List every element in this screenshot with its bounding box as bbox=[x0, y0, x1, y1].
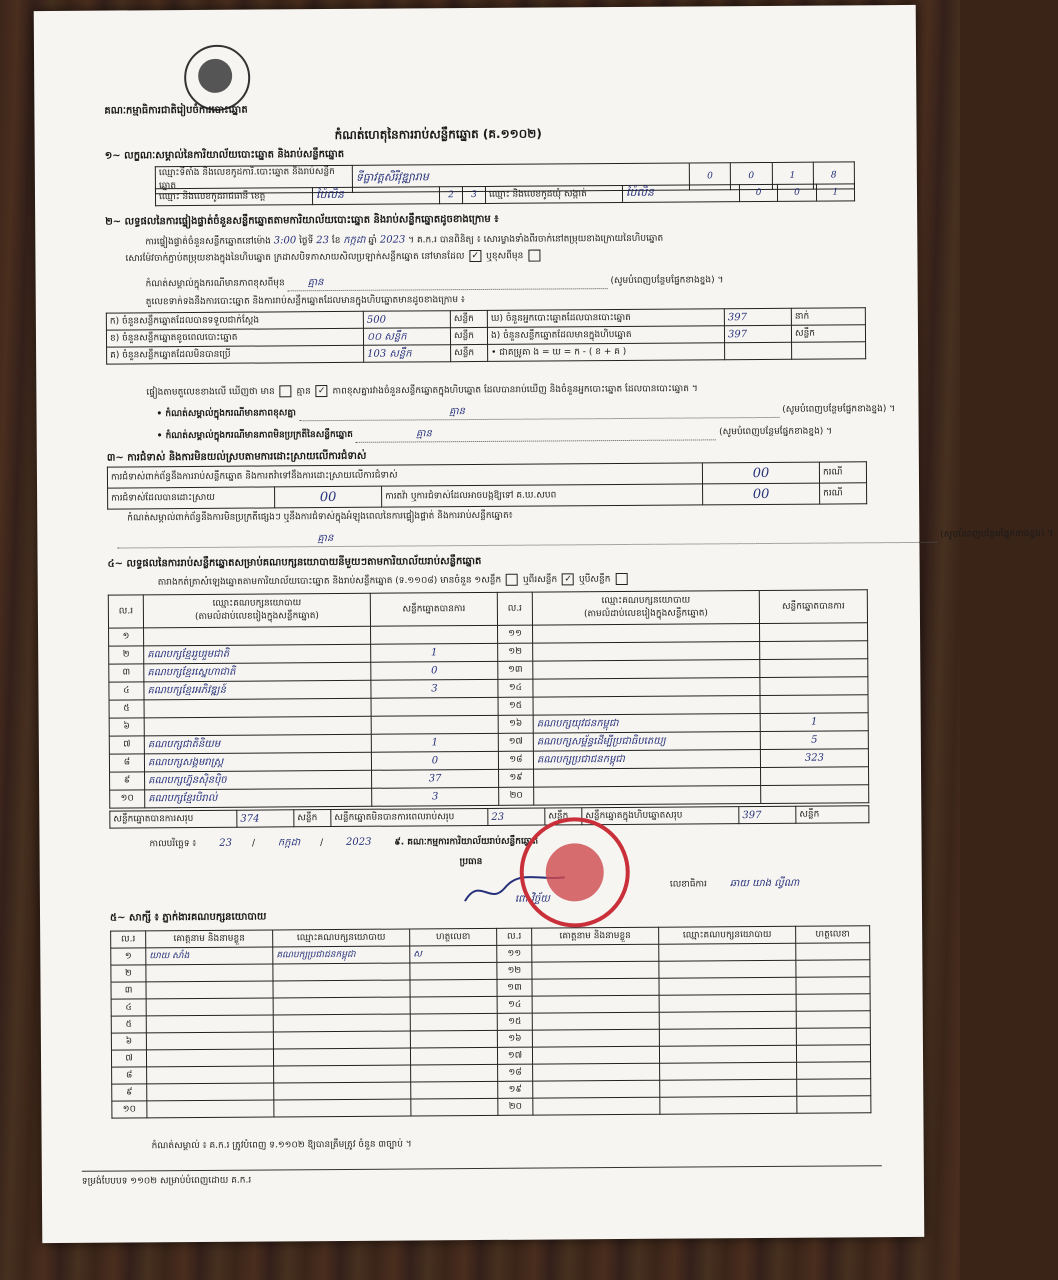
resolved-value: 00 bbox=[275, 486, 382, 508]
witness-name bbox=[147, 1066, 274, 1084]
witness-name bbox=[532, 1012, 659, 1030]
col-votes: សន្លឹកឆ្នោតបានការ bbox=[370, 592, 497, 626]
code-digit: 0 bbox=[731, 162, 772, 189]
witness-name bbox=[532, 995, 659, 1013]
date-month: កក្កដា bbox=[277, 837, 301, 849]
commune-code-digit: 0 bbox=[778, 184, 816, 201]
bullet2-label: • កំណត់សម្គាល់ក្នុងករណីមានភាពមិនប្រក្រតីនៃសន្លឹកឆ្នោត bbox=[156, 429, 353, 442]
count-value: 103 សន្លឹក bbox=[364, 345, 451, 363]
witness-sign bbox=[796, 943, 870, 961]
total1-label: សន្លឹកឆ្នោតបានការសរុប bbox=[110, 810, 237, 828]
committee-label: ៩. គណៈកម្មការការិយាល័យរាប់សន្លឹកឆ្នោត bbox=[394, 836, 539, 848]
bullet2-hint: (សូមបំពេញបន្ថែមផ្នែកខាងខ្នង) ។ bbox=[719, 426, 833, 438]
code-digit: 1 bbox=[772, 162, 813, 189]
total1-value: 374 bbox=[237, 810, 294, 827]
row-no: ១៤ bbox=[497, 996, 532, 1013]
province-value: ប៉ៃលិន bbox=[312, 187, 439, 205]
row-no: ១៥ bbox=[497, 1013, 532, 1030]
row-no: ២០ bbox=[499, 787, 534, 805]
party-name: គណបក្សសម្ព័ន្ធដើម្បីប្រជាធិបតេយ្យ bbox=[533, 732, 760, 752]
footer-bottom: ទម្រង់បែបបទ ១១០២ សម្រាប់បំពេញដោយ គ.ក.រ bbox=[82, 1165, 882, 1189]
witness-name bbox=[532, 961, 659, 979]
verify-text-b: ថ្ងៃទី bbox=[299, 236, 314, 247]
party-votes bbox=[760, 623, 868, 642]
count-unit: សន្លឹក bbox=[451, 344, 488, 361]
verify-line bbox=[145, 229, 885, 249]
witness-table bbox=[110, 925, 871, 1118]
no-diff-checkbox[interactable]: ✓ bbox=[316, 385, 328, 397]
row-no: ៥ bbox=[111, 1016, 146, 1033]
count-label: ក) ចំនួនសន្លឹកឆ្នោតដែលបានទទួលជាក់ស្តែង bbox=[106, 311, 363, 330]
row-no: ២ bbox=[111, 965, 146, 982]
row-no: ១៦ bbox=[497, 1030, 532, 1047]
row-no: ៩ bbox=[110, 772, 145, 790]
verify-text-e: ។ គ.ក.រ បានពិនិត្យ ៖ សោរម្ខាងទាំងពីរចាក់នៅតម្រុយខាងក្រោយនៃហិបឆ្នោត bbox=[408, 233, 664, 246]
code-digit: 0 bbox=[689, 163, 730, 190]
section1-table-2 bbox=[155, 183, 855, 206]
secretary-label: លេខាធិការ bbox=[669, 879, 707, 890]
witness-sign bbox=[411, 1081, 498, 1099]
seal-text: សោរម៉ែវចាក់ភ្ជាប់តម្រុយខាងក្នុងនៃហិបឆ្នោត ក្រដាសបិទភាសាយសិលប្រឡាក់សន្លឹកឆ្នោត នៅមានដែល bbox=[125, 251, 465, 264]
party-name: គណបក្សខ្មែរអភិវឌ្ឍន៍ bbox=[144, 680, 371, 700]
witness-sign bbox=[410, 979, 497, 997]
witness-party bbox=[273, 1031, 410, 1049]
col-votes: សន្លឹកឆ្នោតបានការ bbox=[759, 590, 867, 624]
party-votes bbox=[371, 625, 498, 644]
row-no: ៧ bbox=[111, 1050, 146, 1067]
witness-sign bbox=[410, 1030, 497, 1048]
section3-heading: ៣~ ការជំទាស់ និងការមិនយល់ស្របតាមការដោះស្រាយលើការជំទាស់ bbox=[106, 450, 367, 464]
witness-sign bbox=[796, 1045, 870, 1063]
witness-sign bbox=[410, 962, 497, 980]
place-value: ទីធ្លាវត្តសិរីវុឌ្ឍារាម bbox=[352, 163, 689, 192]
witness-party bbox=[659, 994, 796, 1012]
witness-party bbox=[659, 977, 796, 995]
date-label: កាលបរិច្ឆេទ ៖ bbox=[149, 838, 197, 850]
witness-name bbox=[147, 1100, 274, 1118]
party-name bbox=[533, 660, 760, 680]
col-party: ឈ្មោះគណបក្សនយោបាយ bbox=[659, 926, 796, 944]
party-name: គណបក្សជាតិនិយម bbox=[144, 734, 371, 754]
witness-party bbox=[273, 980, 410, 998]
row-no: ១៥ bbox=[498, 697, 533, 715]
witness-name bbox=[147, 1083, 274, 1101]
col-no: ល.រ bbox=[111, 931, 146, 948]
col-party: ឈ្មោះគណបក្សនយោបាយ bbox=[273, 929, 410, 947]
row-no: ២០ bbox=[498, 1098, 533, 1115]
commune-value: ប៉ៃលិន bbox=[622, 185, 739, 203]
place-label: ឈ្មោះទីតាំង និងលេខកូដការិ.បោះឆ្នោត និងរាប់សន្លឹកឆ្នោត bbox=[155, 165, 352, 193]
witness-sign: ស bbox=[410, 945, 497, 963]
forwarded-label: ការតវ៉ា ឬការជំទាស់ដែលអាចបង្កឱ្យទៅ គ.ឃ.សបព bbox=[382, 484, 703, 507]
party-votes: 5 bbox=[760, 731, 868, 750]
col-party-title: ឈ្មោះគណបក្សនយោបាយ bbox=[212, 598, 302, 609]
resolved-label: ការជំទាស់ដែលបានដោះស្រាយ bbox=[108, 487, 275, 509]
witness-party bbox=[659, 1011, 796, 1029]
col-party bbox=[532, 591, 759, 626]
row-no: ១ bbox=[109, 628, 144, 646]
bullet2-value: គ្មាន bbox=[356, 424, 716, 443]
witness-sign bbox=[410, 1013, 497, 1031]
row-no: ២ bbox=[109, 646, 144, 664]
party-votes: 0 bbox=[371, 661, 498, 680]
count-value-2: 397 bbox=[724, 308, 791, 325]
two-sheet-checkbox[interactable]: ✓ bbox=[562, 573, 574, 585]
party-votes: 3 bbox=[371, 679, 498, 698]
party-name: គណបក្សប្រជាជនកម្ពុជា bbox=[533, 750, 760, 770]
party-name: គណបក្សយុវជនកម្ពុជា bbox=[533, 714, 760, 734]
witness-party bbox=[659, 960, 796, 978]
witness-sign bbox=[797, 1062, 871, 1080]
count-label-2: ង) ចំនួនសន្លឹកឆ្នោតដែលមានក្នុងហិបឆ្នោត bbox=[487, 326, 724, 345]
party-votes bbox=[371, 715, 498, 734]
row-no: ៤ bbox=[109, 682, 144, 700]
party-name: គណបក្សសង្គមរាស្ត្រ bbox=[144, 752, 371, 772]
row-no: ១១ bbox=[498, 625, 533, 643]
row-no: ១២ bbox=[497, 962, 532, 979]
section3-note-hint: (សូមបំពេញបន្ថែមផ្នែកខាងខ្នង) ។ bbox=[940, 528, 1054, 540]
col-sign: ហត្ថលេខា bbox=[410, 928, 497, 946]
row-no: ៦ bbox=[109, 718, 144, 736]
changed-checkbox[interactable] bbox=[528, 250, 540, 262]
party-votes bbox=[761, 785, 869, 804]
col-no: ល.រ bbox=[497, 592, 532, 625]
note-line bbox=[146, 272, 724, 292]
witness-name bbox=[146, 981, 273, 999]
row-no: ១១ bbox=[497, 945, 532, 962]
section4-heading: ៤~ លទ្ធផលនៃការរាប់សន្លឹកឆ្នោតសម្រាប់គណបក្សនយោបាយនីមួយៗតាមការិយាល័យរាប់សន្លឹកឆ្នោត bbox=[107, 555, 482, 570]
compare-text: ផ្ទៀងតាមតួលេខខាងលើ ឃើញថា មាន bbox=[146, 386, 275, 398]
chair-label: ប្រធាន bbox=[459, 856, 483, 868]
official-stamp bbox=[519, 817, 630, 928]
row-no: ១៨ bbox=[498, 1064, 533, 1081]
form-paper bbox=[34, 5, 1054, 1243]
party-votes: 3 bbox=[372, 787, 499, 806]
col-no: ល.រ bbox=[108, 595, 143, 628]
col-sign: ហត្ថលេខា bbox=[796, 926, 870, 944]
bullet2-line bbox=[157, 424, 833, 445]
verify-text-c: ខែ bbox=[331, 235, 341, 247]
one-sheet-checkbox[interactable] bbox=[506, 574, 518, 586]
section5-heading: ៥~ សាក្សី ៖ ភ្នាក់ងារគណបក្សនយោបាយ bbox=[110, 911, 267, 924]
witness-name bbox=[533, 1063, 660, 1081]
witness-party bbox=[273, 1014, 410, 1032]
unchanged-checkbox[interactable]: ✓ bbox=[469, 250, 481, 262]
commune-code-digit: 1 bbox=[816, 184, 854, 201]
witness-sign bbox=[796, 1028, 870, 1046]
witness-sign bbox=[796, 977, 870, 995]
section2-heading: ២~ លទ្ធផលនៃការផ្ទៀងផ្ទាត់ចំនួនសន្លឹកឆ្នោតតាមការិយាល័យបោះឆ្នោត និងរាប់សន្លឹកឆ្នោតដូចខាងក្រោម ៖ bbox=[105, 213, 499, 228]
date-year: 2023 bbox=[345, 836, 372, 848]
bullet1-value: គ្មាន bbox=[299, 402, 779, 421]
row-no: ៧ bbox=[109, 736, 144, 754]
two-sheet-label: ឬពីរសន្លឹក bbox=[522, 574, 558, 586]
count-label: ខ) ចំនួនសន្លឹកឆ្នោតខូចពេលបោះឆ្នោត bbox=[106, 328, 363, 347]
row-no: ១៤ bbox=[498, 679, 533, 697]
witness-sign bbox=[797, 1096, 871, 1114]
witness-sign bbox=[796, 1011, 870, 1029]
col-name: គោត្តនាម និងនាមខ្លួន bbox=[532, 927, 659, 945]
row-no: ៤ bbox=[111, 999, 146, 1016]
party-name: គណបក្សខ្មែររួបរួមជាតិ bbox=[144, 644, 371, 664]
section1-heading: ១~ លក្ខណៈសម្គាល់នៃការិយាល័យបោះឆ្នោត និងរាប់សន្លឹកឆ្នោត bbox=[104, 148, 345, 162]
witness-name bbox=[532, 1046, 659, 1064]
objection-label: ការជំទាស់ពាក់ព័ន្ធនឹងការរាប់សន្លឹកឆ្នោត និងការតវ៉ាទៅនឹងការដោះស្រាយលើការជំទាស់ bbox=[107, 463, 702, 488]
party-name bbox=[533, 624, 760, 644]
bullet1-line bbox=[156, 401, 895, 422]
compare-opt1: គ្មាន bbox=[296, 386, 311, 397]
objection-value: 00 bbox=[702, 462, 819, 484]
count-unit-2: នាក់ bbox=[791, 308, 865, 326]
objection-unit: ករណី bbox=[819, 462, 866, 483]
witness-party: គណបក្សប្រជាជនកម្ពុជា bbox=[273, 946, 410, 964]
row-no: ១៩ bbox=[498, 1081, 533, 1098]
witness-name bbox=[146, 1032, 273, 1050]
table-intro: តួលេខទាក់ទងនឹងការបោះឆ្នោត និងការរាប់សន្លឹកឆ្នោតដែលមានក្នុងហិបឆ្នោតមានដូចខាងក្រោម ៖ bbox=[145, 295, 465, 308]
row-no: ១៧ bbox=[497, 1047, 532, 1064]
month-value: កក្កដា bbox=[343, 234, 366, 246]
count-label: គ) ចំនួនសន្លឹកឆ្នោតដែលមិនបានប្រើ bbox=[107, 345, 364, 364]
witness-party bbox=[660, 1062, 797, 1080]
witness-party bbox=[273, 1048, 410, 1066]
party-votes: 1 bbox=[371, 733, 498, 752]
witness-sign bbox=[797, 1079, 871, 1097]
witness-sign bbox=[411, 1064, 498, 1082]
row-no: ១ bbox=[111, 948, 146, 965]
party-votes bbox=[761, 767, 869, 786]
row-no: ១៧ bbox=[498, 733, 533, 751]
witness-name bbox=[146, 964, 273, 982]
col-party-sub: (តាមលំដាប់លេខរៀងក្នុងសន្លឹកឆ្នោត) bbox=[583, 608, 708, 620]
row-no: ១០ bbox=[112, 1101, 147, 1118]
witness-party bbox=[660, 1096, 797, 1114]
secretary-line bbox=[670, 876, 799, 892]
count-unit: សន្លឹក bbox=[450, 327, 487, 344]
note-hint: (សូមបំពេញបន្ថែមផ្នែកខាងខ្នង) ។ bbox=[610, 275, 724, 287]
bullet1-hint: (សូមបំពេញបន្ថែមផ្នែកខាងខ្នង) ។ bbox=[782, 404, 896, 415]
witness-sign bbox=[410, 1047, 497, 1065]
count-unit: សន្លឹក bbox=[450, 310, 487, 327]
witness-party bbox=[274, 1065, 411, 1083]
row-no: ៥ bbox=[109, 700, 144, 718]
row-no: ១២ bbox=[498, 643, 533, 661]
witness-party bbox=[273, 963, 410, 981]
row-no: ៦ bbox=[111, 1033, 146, 1050]
row-no: ១៣ bbox=[498, 661, 533, 679]
party-name bbox=[533, 678, 760, 698]
total3-value: 397 bbox=[739, 806, 796, 823]
row-no: ១០ bbox=[110, 790, 145, 808]
witness-name bbox=[532, 944, 659, 962]
count-value-2 bbox=[725, 342, 792, 359]
count-value-2: 397 bbox=[724, 325, 791, 342]
witness-sign bbox=[796, 960, 870, 978]
witness-name bbox=[532, 978, 659, 996]
witness-name bbox=[146, 1049, 273, 1067]
row-no: ៣ bbox=[109, 664, 144, 682]
witness-name: យាយ សាំង bbox=[146, 947, 273, 965]
party-name bbox=[534, 786, 761, 806]
col-name: គោត្តនាម និងនាមខ្លួន bbox=[146, 930, 273, 948]
section3-note: កំណត់សម្គាល់ពាក់ព័ន្ធនឹងការមិនប្រក្រតីផ្សេងៗ ឬនឹងការជំទាស់ក្នុងអំឡុងពេលនៃការផ្ទៀងផ្ទាត់ និងការរាប់សន្លឹកឆ្នោត៖ bbox=[127, 510, 513, 524]
witness-sign bbox=[411, 1098, 498, 1116]
party-votes bbox=[760, 641, 868, 660]
party-votes: 37 bbox=[372, 769, 499, 788]
party-name: គណបក្សខ្មែរស្នេហាជាតិ bbox=[144, 662, 371, 682]
witness-party bbox=[274, 1082, 411, 1100]
col-no: ល.រ bbox=[497, 928, 532, 945]
total2-unit: សន្លឹក bbox=[545, 808, 582, 825]
count-unit-2 bbox=[792, 342, 866, 360]
verify-text-a: ការផ្ទៀងផ្ទាត់ចំនួនសន្លឹកឆ្នោតនៅម៉ោង bbox=[145, 236, 271, 248]
party-name bbox=[533, 696, 760, 716]
party-name: គណបក្សខ្មែរបិរាល់ bbox=[145, 788, 372, 808]
witness-party bbox=[659, 1045, 796, 1063]
seal-opt1: ឬខុសពីមុន bbox=[486, 251, 524, 262]
note-value: គ្មាន bbox=[288, 273, 608, 291]
results-table bbox=[108, 589, 869, 808]
col-party bbox=[143, 593, 370, 628]
party-votes bbox=[760, 677, 868, 696]
org-line: គណៈកម្មាធិការជាតិរៀបចំការបោះឆ្នោត bbox=[104, 104, 248, 117]
totals-table bbox=[109, 805, 869, 828]
party-name bbox=[144, 716, 371, 736]
date-day: 23 bbox=[219, 837, 232, 849]
total2-label: សន្លឹកឆ្នោតមិនបានការពេលរាប់សរុប bbox=[331, 808, 488, 826]
col-party-sub: (តាមលំដាប់លេខរៀងក្នុងសន្លឹកឆ្នោត) bbox=[194, 611, 319, 622]
party-votes: 0 bbox=[371, 751, 498, 770]
witness-party bbox=[660, 1079, 797, 1097]
province-label: ឈ្មោះ និងលេខកូដរាជធានី ខេត្ត bbox=[155, 188, 312, 206]
row-no: ៨ bbox=[112, 1067, 147, 1084]
three-sheet-label: ឬបីសន្លឹក bbox=[578, 574, 611, 585]
witness-name bbox=[532, 1029, 659, 1047]
witness-sign bbox=[796, 994, 870, 1012]
witness-name bbox=[146, 1015, 273, 1033]
party-name bbox=[144, 626, 371, 646]
party-name bbox=[534, 768, 761, 788]
party-votes: 323 bbox=[760, 749, 868, 768]
witness-name bbox=[146, 998, 273, 1016]
count-value: ០០ សន្លឹក bbox=[363, 328, 450, 346]
commune-label: ឈ្មោះ និងលេខកូដឃុំ សង្កាត់ bbox=[485, 185, 622, 203]
count-unit-2: សន្លឹក bbox=[791, 325, 865, 343]
total3-unit: សន្លឹក bbox=[796, 806, 869, 824]
compare-rest: ភាពខុសគ្នារវាងចំនួនសន្លឹកឆ្នោតក្នុងហិបឆ្នោត ដែលបានរាប់ឃើញ និងចំនួនអ្នកបោះឆ្នោត ដែលបានបោះឆ្នោត ។ bbox=[332, 383, 698, 397]
date-line: កាលបរិច្ឆេទ ៖ 23 / កក្កដា / 2023 ៩. គណៈកម្មការការិយាល័យរាប់សន្លឹកឆ្នោត bbox=[149, 836, 539, 850]
total3-label: សន្លឹកឆ្នោតក្នុងហិបឆ្នោតសរុប bbox=[582, 807, 739, 825]
section4-intro-text: តារាងកត់ត្រាសំឡេងឆ្នោតតាមការិយាល័យបោះឆ្នោត និងរាប់សន្លឹកឆ្នោត (ទ.១១០៨) មានចំនួន ១សន្លឹក bbox=[157, 575, 502, 588]
province-code-digit: 2 bbox=[439, 187, 462, 204]
year-value: 2023 bbox=[379, 234, 406, 246]
witness-party bbox=[659, 1028, 796, 1046]
objection-table bbox=[107, 461, 867, 509]
note-label: កំណត់សម្គាល់ក្នុងករណីមានភាពខុសពីមុន bbox=[145, 278, 285, 290]
party-name: គណបក្សហ្វ៊ុនស៊ិនប៉ិច bbox=[145, 770, 372, 790]
party-name bbox=[533, 642, 760, 662]
province-code-digit: 3 bbox=[462, 186, 485, 203]
witness-name bbox=[533, 1080, 660, 1098]
day-value: 23 bbox=[316, 235, 329, 247]
secretary-value: ឆាយ ឃាង ល្វីណា bbox=[729, 877, 800, 890]
time-value: 3:00 bbox=[273, 235, 297, 247]
total2-value: 23 bbox=[488, 808, 545, 825]
counts-table bbox=[106, 307, 866, 364]
row-no: ១៨ bbox=[498, 751, 533, 769]
count-label-2: • ជាគម្រូគា ង = ឃ = ក - ( ខ + គ ) bbox=[488, 343, 725, 362]
footer-note: កំណត់សម្គាល់ ៖ គ.ក.រ ត្រូវបំពេញ ទ.១១០២ ឱ្យបានត្រឹមត្រូវ ចំនួន ៣ច្បាប់ ។ bbox=[151, 1139, 412, 1152]
col-party-title: ឈ្មោះគណបក្សនយោបាយ bbox=[601, 595, 691, 607]
witness-name bbox=[533, 1097, 660, 1115]
witness-party bbox=[659, 943, 796, 961]
has-diff-checkbox[interactable] bbox=[280, 385, 292, 397]
section4-intro bbox=[158, 573, 630, 590]
total1-unit: សន្លឹក bbox=[294, 810, 331, 827]
row-no: ១៣ bbox=[497, 979, 532, 996]
party-votes bbox=[760, 695, 868, 714]
section3-note-value: គ្មាន bbox=[117, 527, 937, 549]
commune-code-digit: 0 bbox=[739, 184, 777, 201]
seal-line bbox=[125, 250, 542, 266]
party-votes: 1 bbox=[760, 713, 868, 732]
three-sheet-checkbox[interactable] bbox=[615, 573, 627, 585]
row-no: ៣ bbox=[111, 982, 146, 999]
chair-name: ពៅ វិច្ឆ័យ bbox=[514, 893, 550, 905]
emblem-logo bbox=[184, 45, 250, 111]
section3-note-line bbox=[117, 526, 1053, 549]
party-votes bbox=[760, 659, 868, 678]
party-name bbox=[144, 698, 371, 718]
verify-text-d: ឆ្នាំ bbox=[368, 235, 377, 246]
party-votes bbox=[371, 697, 498, 716]
row-no: ១៦ bbox=[498, 715, 533, 733]
forwarded-unit: ករណី bbox=[820, 483, 867, 504]
witness-party bbox=[274, 1099, 411, 1117]
row-no: ១៩ bbox=[499, 769, 534, 787]
party-votes: 1 bbox=[371, 643, 498, 662]
bullet1-label: • កំណត់សម្គាល់ក្នុងករណីមានភាពខុសគ្នា bbox=[156, 408, 296, 420]
code-digit: 8 bbox=[813, 162, 854, 189]
witness-sign bbox=[410, 996, 497, 1014]
count-value: 500 bbox=[363, 311, 450, 329]
compare-line bbox=[146, 382, 697, 399]
witness-party bbox=[273, 997, 410, 1015]
forwarded-value: 00 bbox=[703, 483, 820, 505]
form-title: កំណត់ហេតុនៃការរាប់សន្លឹកឆ្នោត (គ.១១០២) bbox=[334, 126, 542, 142]
count-label-2: ឃ) ចំនួនអ្នកបោះឆ្នោតដែលបានបោះឆ្នោត bbox=[487, 309, 724, 328]
row-no: ៩ bbox=[112, 1084, 147, 1101]
row-no: ៨ bbox=[109, 754, 144, 772]
